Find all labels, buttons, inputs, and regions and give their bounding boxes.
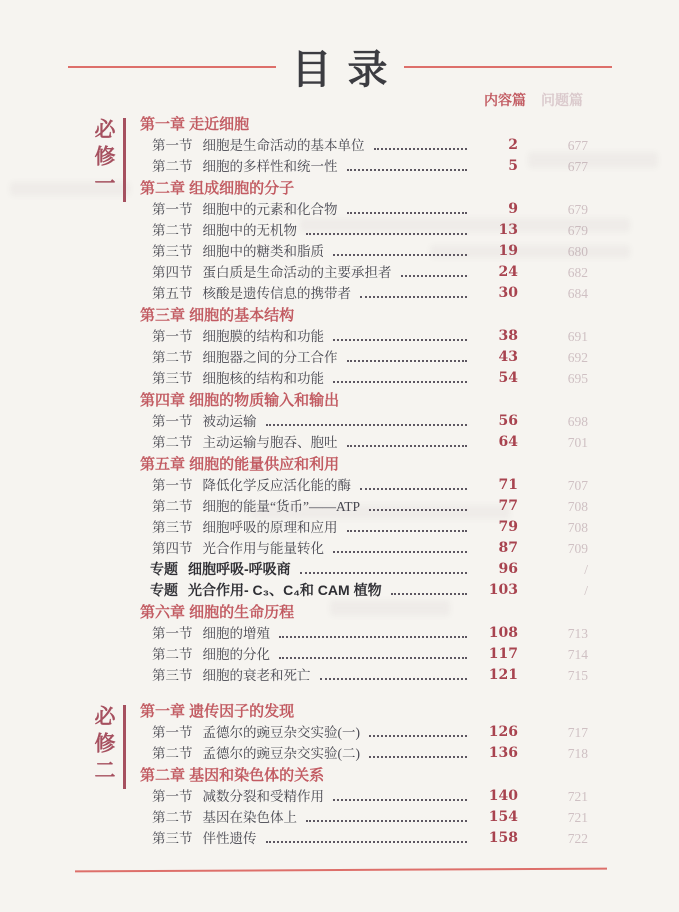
dotted-leader [347, 517, 468, 532]
dotted-leader [320, 665, 468, 680]
toc-entry-title: 核酸是遗传信息的携带者 [202, 286, 351, 301]
toc-entry-title: 细胞膜的结构和功能 [202, 329, 324, 344]
dotted-leader [266, 411, 468, 426]
toc-entry [140, 786, 588, 807]
toc-entry-label: 第一节 [152, 329, 193, 344]
toc-entry-label: 第四节 [152, 265, 193, 280]
problem-page-number: 677 [567, 138, 588, 153]
toc-entry [140, 262, 588, 283]
bleedthrough-artifact [430, 245, 630, 258]
toc-entry [140, 807, 588, 828]
chapter-title: 第二章 基因和染色体的关系 [140, 767, 325, 784]
bleedthrough-artifact [330, 600, 450, 616]
toc-entry [140, 623, 588, 644]
toc-entry-title: 减数分裂和受精作用 [202, 789, 324, 804]
toc-entry [140, 580, 588, 601]
toc-entry-label: 第一节 [152, 138, 193, 153]
toc-entry-title: 降低化学反应活化能的酶 [202, 478, 351, 493]
dotted-leader [391, 580, 467, 595]
problem-page-number: 713 [567, 626, 588, 641]
toc-entry-label: 专题 [150, 561, 178, 577]
dotted-leader [401, 262, 468, 277]
toc-entry-title: 细胞中的无机物 [202, 223, 297, 238]
bottom-rule [75, 868, 607, 873]
bleedthrough-artifact [528, 152, 658, 168]
toc-entry [140, 156, 588, 177]
toc-entry [140, 283, 588, 304]
toc-entry-label: 第二节 [152, 746, 193, 761]
toc-entry-title: 细胞的衰老和死亡 [202, 668, 311, 683]
content-page-number: 43 [498, 349, 518, 365]
content-page-number: 30 [498, 285, 518, 301]
toc-entry-label: 第一节 [152, 789, 193, 804]
problem-page-number: 691 [567, 329, 588, 344]
toc-entry [140, 135, 588, 156]
problem-page-number: 677 [567, 159, 588, 174]
problem-page-number: 714 [567, 647, 588, 662]
chapter-title: 第四章 细胞的物质输入和输出 [140, 392, 340, 409]
dotted-leader [360, 475, 467, 490]
toc-entry-title: 基因在染色体上 [202, 810, 297, 825]
dotted-leader [300, 559, 467, 574]
dotted-leader [374, 135, 468, 150]
problem-page-number: 680 [567, 244, 588, 259]
toc-entry-label: 专题 [150, 582, 178, 598]
problem-page-number: 679 [567, 223, 588, 238]
problem-page-number: 718 [567, 746, 588, 761]
title-rule-right [404, 66, 612, 68]
content-page-number: 158 [488, 830, 518, 846]
toc-entry-title: 细胞器之间的分工合作 [202, 350, 338, 365]
content-page-number: 54 [498, 370, 518, 386]
content-page-number: 19 [498, 243, 518, 259]
content-page-number: 108 [488, 625, 518, 641]
content-page-number: 77 [498, 498, 518, 514]
dotted-leader [369, 743, 467, 758]
toc-entry-label: 第二节 [152, 159, 193, 174]
toc-entry-label: 第二节 [152, 499, 193, 514]
problem-page-number: 717 [567, 725, 588, 740]
chapter-title: 第一章 走近细胞 [140, 116, 250, 133]
volume-block [0, 702, 588, 849]
problem-page-number: 684 [567, 286, 588, 301]
toc-entry-label: 第三节 [152, 668, 193, 683]
problem-page-number: 721 [567, 789, 588, 804]
dotted-leader [279, 644, 467, 659]
problem-page-number: 692 [567, 350, 588, 365]
content-page-number: 154 [488, 809, 518, 825]
toc-entry [140, 828, 588, 849]
toc-entry-label: 第一节 [152, 626, 193, 641]
content-page-number: 103 [488, 582, 518, 598]
dotted-leader [347, 156, 468, 171]
problem-page-number: / [584, 583, 588, 598]
toc-entry [140, 432, 588, 453]
toc-entry-label: 第五节 [152, 286, 193, 301]
problem-page-number: 679 [567, 202, 588, 217]
dotted-leader [333, 368, 467, 383]
toc-entry-title: 细胞的增殖 [202, 626, 270, 641]
toc-entry-label: 第二节 [152, 647, 193, 662]
toc-entry-title: 细胞的分化 [202, 647, 270, 662]
toc-entry [140, 326, 588, 347]
toc-entry-label: 第三节 [152, 244, 193, 259]
problem-page-number: 722 [567, 831, 588, 846]
content-page-number: 140 [488, 788, 518, 804]
toc-entry-title: 细胞核的结构和功能 [202, 371, 324, 386]
chapter-title: 第六章 细胞的生命历程 [140, 604, 295, 621]
page-header [0, 38, 679, 95]
toc-entry-label: 第三节 [152, 520, 193, 535]
dotted-leader [333, 786, 467, 801]
volume-block [0, 115, 588, 686]
toc-entry-title: 细胞中的糖类和脂质 [202, 244, 324, 259]
dotted-leader [266, 828, 468, 843]
toc-entry-title: 细胞是生命活动的基本单位 [202, 138, 365, 153]
content-page-number: 24 [498, 264, 518, 280]
toc-entry-title: 细胞呼吸-呼吸商 [188, 561, 291, 577]
toc-entry-label: 第三节 [152, 371, 193, 386]
toc-entry-title: 细胞呼吸的原理和应用 [202, 520, 338, 535]
chapter-title: 第五章 细胞的能量供应和利用 [140, 456, 340, 473]
toc-entry-title: 细胞中的元素和化合物 [202, 202, 338, 217]
content-page-number: 64 [498, 434, 518, 450]
chapter-title: 第二章 组成细胞的分子 [140, 180, 295, 197]
toc-entry [140, 475, 588, 496]
toc-entry-label: 第一节 [152, 414, 193, 429]
content-page-number: 117 [488, 646, 518, 662]
toc-entry-label: 第二节 [152, 810, 193, 825]
bleedthrough-artifact [250, 505, 510, 519]
content-page-number: 79 [498, 519, 518, 535]
column-header-problem: 问题篇 [541, 92, 583, 108]
toc-entry-label: 第三节 [152, 831, 193, 846]
toc-entry-title: 光合作用- C₃、C₄和 CAM 植物 [188, 582, 382, 598]
problem-page-number: 721 [567, 810, 588, 825]
problem-page-number: 707 [567, 478, 588, 493]
toc-entry-label: 第二节 [152, 223, 193, 238]
toc-entry [140, 199, 588, 220]
dotted-leader [360, 283, 467, 298]
dotted-leader [333, 538, 467, 553]
problem-page-number: 701 [567, 435, 588, 450]
toc-entry-title: 细胞的多样性和统一性 [202, 159, 338, 174]
toc-entry-label: 第一节 [152, 478, 193, 493]
problem-page-number: 708 [567, 520, 588, 535]
toc-entry-title: 伴性遗传 [202, 831, 257, 846]
toc-entry [140, 665, 588, 686]
problem-page-number: 682 [567, 265, 588, 280]
chapter-title: 第一章 遗传因子的发现 [140, 703, 295, 720]
toc-entry-title: 蛋白质是生命活动的主要承担者 [202, 265, 392, 280]
volume-label: 必修二 [88, 705, 126, 789]
toc-entry [140, 411, 588, 432]
dotted-leader [347, 199, 468, 214]
dotted-leader [347, 432, 468, 447]
toc-entry-title: 孟德尔的豌豆杂交实验(二) [202, 746, 360, 761]
toc-entry-label: 第一节 [152, 725, 193, 740]
problem-page-number: 708 [567, 499, 588, 514]
content-page-number: 2 [508, 137, 518, 153]
problem-page-number: 698 [567, 414, 588, 429]
toc-entry-title: 孟德尔的豌豆杂交实验(一) [202, 725, 360, 740]
volume-label: 必修一 [88, 118, 126, 202]
toc-entry [140, 347, 588, 368]
page-title: 目录 [291, 46, 404, 93]
toc-entry-title: 被动运输 [202, 414, 257, 429]
content-page-number: 5 [508, 158, 518, 174]
toc-entry [140, 517, 588, 538]
toc-entry-label: 第一节 [152, 202, 193, 217]
content-page-number: 13 [498, 222, 518, 238]
content-page-number: 96 [498, 561, 518, 577]
dotted-leader [279, 623, 467, 638]
toc-entry [140, 644, 588, 665]
content-page-number: 38 [498, 328, 518, 344]
toc-entry-label: 第二节 [152, 435, 193, 450]
toc-entry [140, 368, 588, 389]
toc-entry-title: 主动运输与胞吞、胞吐 [202, 435, 338, 450]
toc-entry-title: 细胞的能量“货币”——ATP [202, 499, 360, 514]
dotted-leader [347, 347, 468, 362]
content-page-number: 121 [488, 667, 518, 683]
content-page-number: 9 [508, 201, 518, 217]
chapter-title: 第三章 细胞的基本结构 [140, 307, 295, 324]
problem-page-number: 715 [567, 668, 588, 683]
problem-page-number: 695 [567, 371, 588, 386]
content-page-number: 71 [498, 477, 518, 493]
toc-entry [140, 538, 588, 559]
dotted-leader [333, 326, 467, 341]
toc-entry-title: 光合作用与能量转化 [202, 541, 324, 556]
content-page-number: 126 [488, 724, 518, 740]
content-page-number: 87 [498, 540, 518, 556]
bleedthrough-artifact [10, 182, 130, 196]
toc-entry-label: 第二节 [152, 350, 193, 365]
toc-entry [140, 743, 588, 764]
problem-page-number: 709 [567, 541, 588, 556]
dotted-leader [306, 807, 467, 822]
title-rule-left [68, 66, 276, 68]
dotted-leader [369, 722, 467, 737]
toc-entry-label: 第四节 [152, 541, 193, 556]
bleedthrough-artifact [300, 218, 630, 232]
problem-page-number: / [584, 562, 588, 577]
content-page-number: 136 [488, 745, 518, 761]
toc-entry [140, 559, 588, 580]
toc-entry [140, 722, 588, 743]
content-page-number: 56 [498, 413, 518, 429]
column-header-content: 内容篇 [484, 92, 526, 108]
